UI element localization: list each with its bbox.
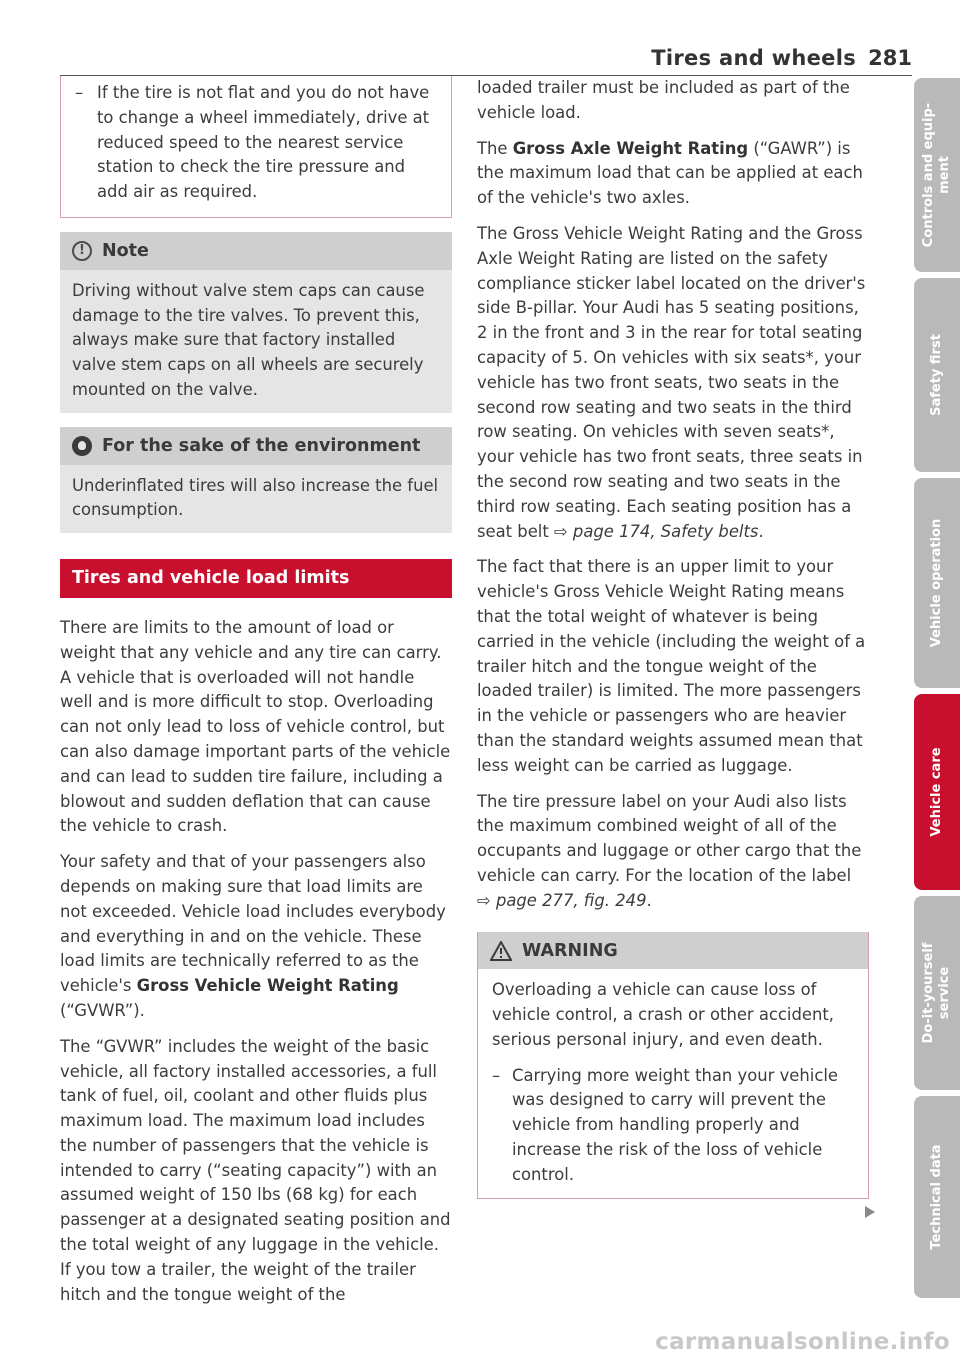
warning-title: WARNING xyxy=(522,940,618,961)
page-header xyxy=(60,24,912,76)
tab-technical-data[interactable]: Technical data xyxy=(914,1096,960,1298)
warning-triangle-icon xyxy=(490,941,512,961)
list-item: – If the tire is not flat and you do not have to change a wheel immediately, drive at reduced speed to the nearest service station to check the tire pressure and add air as required. xyxy=(75,83,430,202)
page-number: 281 xyxy=(868,46,912,70)
note-body: Driving without valve stem caps can cause damage to the tire valves. To prevent this, always make sure that factory installed valve stem caps on all wheels are securely mounted on the valve. xyxy=(72,280,425,399)
environment-header xyxy=(60,427,452,465)
right-column xyxy=(477,76,869,1199)
paragraph: loaded trailer must be included as part of the vehicle load. xyxy=(477,78,850,122)
exclamation-circle-icon: ! xyxy=(72,241,92,261)
left-column xyxy=(60,76,452,1318)
watermark: carmanualsonline.info xyxy=(655,1329,950,1355)
continued-list-box xyxy=(60,76,452,218)
page-reference-link[interactable]: ⇨ page 174, Safety belts xyxy=(553,521,759,541)
note-title: Note xyxy=(102,240,149,261)
tab-safety-first[interactable]: Safety first xyxy=(914,278,960,472)
warning-box xyxy=(477,932,869,1199)
tab-vehicle-operation[interactable]: Vehicle operation xyxy=(914,478,960,688)
paragraph: The fact that there is an upper limit to your vehicle's Gross Vehicle Weight Rating means that the total weight of whatever is being carried in the vehicle (including the weight of a trailer hitch and the tongue weight of the loaded trailer) is limited. The more passengers in the vehicle or passengers who are heavier than the standard weights assumed mean that less weight can be carried as luggage. xyxy=(477,557,866,775)
paragraph: Your safety and that of your passengers also depends on making sure that load limits are not exceeded. Vehicle load includes everybody and everything in and on the vehicle. These load limits are technically referred to as the vehicle's Gross Vehicle Weight Rating (“GVWR”). xyxy=(60,852,446,1020)
paragraph: The Gross Axle Weight Rating (“GAWR”) is the maximum load that can be applied at each of the vehicle's two axles. xyxy=(477,138,863,208)
environment-box xyxy=(60,427,452,533)
continue-arrow-icon xyxy=(865,1206,875,1218)
warning-text: Overloading a vehicle can cause loss of vehicle control, a crash or other accident, serious personal injury, and even death. xyxy=(492,980,834,1049)
note-box xyxy=(60,232,452,413)
warning-header xyxy=(478,932,868,970)
tab-vehicle-care[interactable]: Vehicle care xyxy=(914,694,960,890)
warning-body xyxy=(478,969,868,1197)
header-title: Tires and wheels xyxy=(651,46,856,70)
environment-icon xyxy=(72,436,92,456)
list-item: – Carrying more weight than your vehicle was designed to carry will prevent the vehicle from handling properly and increase the risk of the loss of vehicle control. xyxy=(492,1065,838,1184)
environment-title: For the sake of the environment xyxy=(102,435,421,456)
tab-do-it-yourself-service[interactable]: Do-it-yourself service xyxy=(914,896,960,1090)
paragraph: There are limits to the amount of load or weight that any vehicle and any tire can carry. A vehicle that is overloaded will not handle well and is more difficult to stop. Overloading can not only lead to loss of vehicle control, but can also damage important parts of the vehicle and can lead to sudden tire failure, including a blowout and sudden deflation that can cause the vehicle to crash. xyxy=(60,617,451,836)
paragraph: The tire pressure label on your Audi also lists the maximum combined weight of all of the occupants and luggage or other cargo that the vehicle can carry. For the location of the label ⇨ page 277, fig. 249. xyxy=(477,791,862,910)
page-reference-link[interactable]: ⇨ page 277, fig. 249 xyxy=(477,890,647,910)
tab-controls-and-equipment[interactable]: Controls and equip- ment xyxy=(914,78,960,272)
paragraph: The Gross Vehicle Weight Rating and the Gross Axle Weight Rating are listed on the safety compliance sticker label located on the driver's side B-pillar. Your Audi has 5 seating positions, 2 in the front and 3 in the rear for total seating capacity of 5. On vehicles with six seats*, your vehicle has two front seats, two seats in the second row seating and two seats in the third row seating. On vehicles with seven seats*, your vehicle has two front seats, three seats in the second row seating and two seats in the third row seating. Each seating position has a seat belt ⇨ page 174, Safety belts. xyxy=(477,223,866,541)
paragraph: The “GVWR” includes the weight of the basic vehicle, all factory installed accessories, a full tank of fuel, oil, coolant and other fluids plus maximum load. The maximum load includes the number of passengers that the vehicle is intended to carry (“seating capacity”) with an assumed weight of 150 lbs (68 kg) for each passenger at a designated seating position and the total weight of any luggage in the vehicle. If you tow a trailer, the weight of the trailer hitch and the tongue weight of the xyxy=(60,1036,451,1304)
note-header xyxy=(60,232,452,270)
environment-body: Underinflated tires will also increase the fuel consumption. xyxy=(72,475,439,520)
section-heading: Tires and vehicle load limits xyxy=(60,559,452,598)
